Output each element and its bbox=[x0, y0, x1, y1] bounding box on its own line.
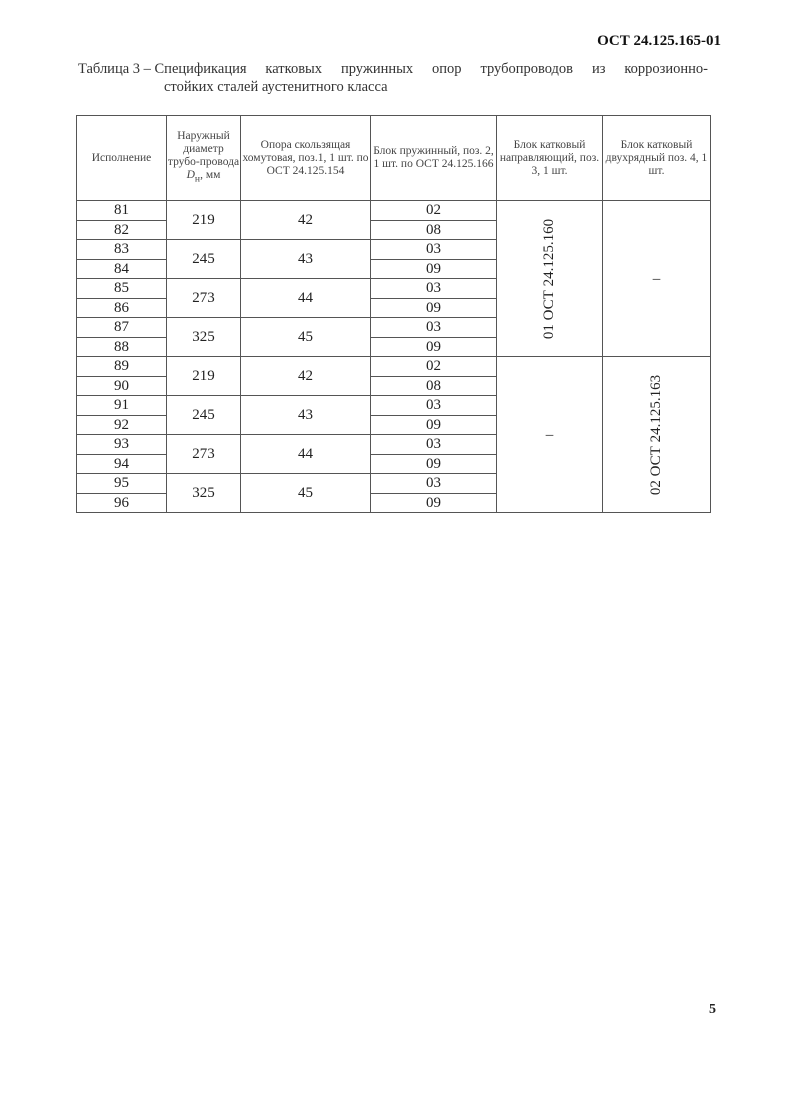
caption-word: Таблица 3 – Спецификация bbox=[78, 61, 247, 77]
spring-block-cell: 09 bbox=[371, 259, 497, 279]
sliding-support-cell: 42 bbox=[241, 357, 371, 396]
execution-cell: 92 bbox=[77, 415, 167, 435]
spring-block-cell: 03 bbox=[371, 474, 497, 494]
spring-block-cell: 09 bbox=[371, 493, 497, 513]
sliding-support-cell: 43 bbox=[241, 240, 371, 279]
empty-dash: – bbox=[545, 426, 554, 443]
guide-roller-block-cell bbox=[497, 201, 603, 357]
spring-block-cell: 09 bbox=[371, 454, 497, 474]
page-number: 5 bbox=[709, 1002, 716, 1017]
table-body bbox=[77, 201, 711, 513]
execution-cell: 88 bbox=[77, 337, 167, 357]
execution-cell: 85 bbox=[77, 279, 167, 299]
spring-block-cell: 09 bbox=[371, 337, 497, 357]
caption-word: катковых bbox=[265, 61, 323, 77]
caption-line-1 bbox=[78, 60, 708, 78]
diameter-cell: 245 bbox=[167, 240, 241, 279]
double-block-reference: 02 ОСТ 24.125.163 bbox=[648, 374, 665, 495]
table-header-row bbox=[77, 116, 711, 201]
table-row bbox=[77, 357, 711, 377]
header-diameter-symbol: D bbox=[186, 169, 195, 182]
spring-block-cell: 03 bbox=[371, 435, 497, 455]
header-diameter-subscript: н bbox=[194, 173, 201, 185]
caption-word: опор bbox=[432, 61, 462, 77]
spring-block-cell: 09 bbox=[371, 415, 497, 435]
guide-roller-block-cell bbox=[497, 357, 603, 513]
execution-cell: 90 bbox=[77, 376, 167, 396]
diameter-cell: 219 bbox=[167, 357, 241, 396]
execution-cell: 84 bbox=[77, 259, 167, 279]
spring-block-cell: 02 bbox=[371, 201, 497, 221]
sliding-support-cell: 44 bbox=[241, 435, 371, 474]
header-execution: Исполнение bbox=[77, 116, 167, 201]
diameter-cell: 325 bbox=[167, 474, 241, 513]
header-outer-diameter-text: Наружный диаметр трубо-провода bbox=[167, 130, 240, 169]
spring-block-cell: 03 bbox=[371, 318, 497, 338]
spring-block-cell: 03 bbox=[371, 240, 497, 260]
header-sliding-support: Опора скользящая хомутовая, поз.1, 1 шт. по ОСТ 24.125.154 bbox=[241, 116, 371, 201]
caption-word: коррозионно- bbox=[624, 61, 708, 77]
header-double-roller-block: Блок катковый двухрядный поз. 4, 1 шт. bbox=[603, 116, 711, 201]
table-row bbox=[77, 201, 711, 221]
sliding-support-cell: 43 bbox=[241, 396, 371, 435]
execution-cell: 89 bbox=[77, 357, 167, 377]
caption-word: трубопроводов bbox=[480, 61, 574, 77]
spring-block-cell: 09 bbox=[371, 298, 497, 318]
spring-block-cell: 08 bbox=[371, 220, 497, 240]
execution-cell: 91 bbox=[77, 396, 167, 416]
caption-line-2: стойких сталей аустенитного класса bbox=[164, 79, 388, 95]
execution-cell: 87 bbox=[77, 318, 167, 338]
execution-cell: 86 bbox=[77, 298, 167, 318]
specification-table bbox=[76, 115, 711, 513]
guide-block-reference: 01 ОСТ 24.125.160 bbox=[541, 218, 558, 339]
execution-cell: 96 bbox=[77, 493, 167, 513]
double-roller-block-cell bbox=[603, 201, 711, 357]
caption-word: из bbox=[591, 61, 606, 77]
table-caption bbox=[78, 60, 708, 96]
double-roller-block-cell bbox=[603, 357, 711, 513]
empty-dash: – bbox=[652, 270, 661, 287]
spring-block-cell: 02 bbox=[371, 357, 497, 377]
sliding-support-cell: 45 bbox=[241, 318, 371, 357]
execution-cell: 82 bbox=[77, 220, 167, 240]
spring-block-cell: 03 bbox=[371, 396, 497, 416]
header-spring-block: Блок пружинный, поз. 2, 1 шт. по ОСТ 24.125.166 bbox=[371, 116, 497, 201]
diameter-cell: 273 bbox=[167, 279, 241, 318]
sliding-support-cell: 42 bbox=[241, 201, 371, 240]
diameter-cell: 219 bbox=[167, 201, 241, 240]
execution-cell: 95 bbox=[77, 474, 167, 494]
spring-block-cell: 08 bbox=[371, 376, 497, 396]
caption-word: пружинных bbox=[340, 61, 414, 77]
diameter-cell: 245 bbox=[167, 396, 241, 435]
sliding-support-cell: 44 bbox=[241, 279, 371, 318]
header-diameter-unit: , мм bbox=[200, 169, 221, 182]
document-code: ОСТ 24.125.165-01 bbox=[597, 33, 721, 49]
execution-cell: 83 bbox=[77, 240, 167, 260]
diameter-cell: 273 bbox=[167, 435, 241, 474]
header-guide-roller-block: Блок катковый направляющий, поз. 3, 1 шт. bbox=[497, 116, 603, 201]
diameter-cell: 325 bbox=[167, 318, 241, 357]
execution-cell: 94 bbox=[77, 454, 167, 474]
sliding-support-cell: 45 bbox=[241, 474, 371, 513]
execution-cell: 81 bbox=[77, 201, 167, 221]
header-outer-diameter bbox=[167, 116, 241, 201]
execution-cell: 93 bbox=[77, 435, 167, 455]
spring-block-cell: 03 bbox=[371, 279, 497, 299]
